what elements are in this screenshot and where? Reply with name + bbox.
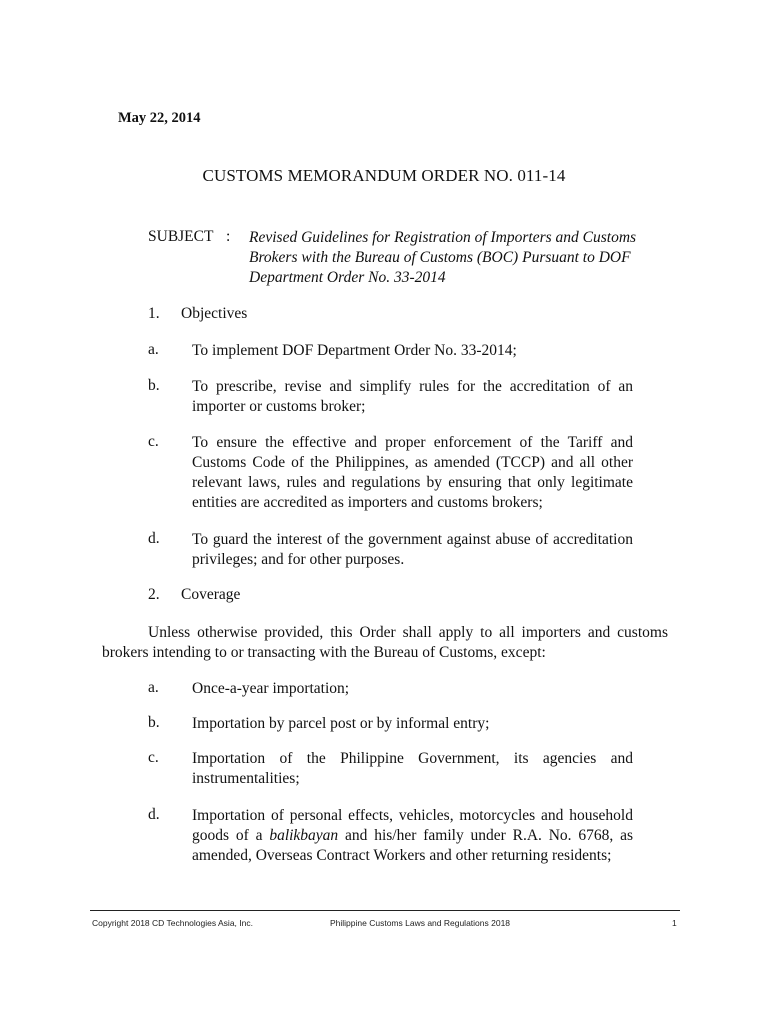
exception-letter: b.: [148, 714, 160, 731]
page-number: 1: [672, 918, 677, 928]
objective-text: To prescribe, revise and simplify rules for the accreditation of an importer or customs broker;: [192, 378, 633, 415]
objective-text: To guard the interest of the government against abuse of accreditation privileges; and for other purposes.: [192, 531, 633, 568]
objective-letter: a.: [148, 341, 159, 358]
exception-text-start: Importation of personal effects, vehicles, motorcycles and household goods of a: [192, 807, 633, 844]
subject-text: Revised Guidelines for Registration of Importers and Customs Brokers with the Bureau of Customs (BOC) Pursuant to DOF Department Order No. 33-2014: [249, 229, 637, 286]
section-number-objectives: 1.: [148, 305, 160, 322]
subject-label: SUBJECT: [148, 228, 214, 245]
exception-text: Once-a-year importation;: [192, 680, 350, 697]
exception-text: [192, 806, 633, 866]
subject-colon: :: [226, 228, 231, 245]
exception-letter: d.: [148, 806, 160, 823]
objective-letter: d.: [148, 530, 160, 547]
section-title-coverage: Coverage: [181, 586, 241, 603]
coverage-paragraph: Unless otherwise provided, this Order shall apply to all importers and customs brokers intending to or transacting with the Bureau of Customs, except:: [102, 624, 668, 661]
objective-letter: c.: [148, 433, 159, 450]
objective-letter: b.: [148, 377, 160, 394]
section-number-coverage: 2.: [148, 586, 160, 603]
exception-letter: c.: [148, 749, 159, 766]
exception-text: Importation of the Philippine Government, its agencies and instrumentalities;: [192, 750, 633, 787]
section-title-objectives: Objectives: [181, 305, 248, 322]
exception-letter: a.: [148, 679, 159, 696]
exception-text: Importation by parcel post or by informal entry;: [192, 715, 490, 732]
objective-text: To ensure the effective and proper enforcement of the Tariff and Customs Code of the Philippines, as amended (TCCP) and all other relevant laws, rules and regulations by ensuring that only legitimate entities are accredited as importers and customs brokers;: [192, 434, 633, 511]
memo-title: CUSTOMS MEMORANDUM ORDER NO. 011-14: [202, 166, 566, 185]
exception-text-end: and his/her family under R.A. No. 6768, as amended, Overseas Contract Workers and other returning residents;: [192, 827, 633, 864]
footer-publication: Philippine Customs Laws and Regulations 2018: [330, 918, 511, 928]
memo-date: May 22, 2014: [118, 110, 201, 126]
balikbayan-term: balikbayan: [269, 827, 339, 844]
footer-copyright: Copyright 2018 CD Technologies Asia, Inc.: [92, 918, 253, 928]
footer-divider: [90, 910, 680, 911]
objective-text: To implement DOF Department Order No. 33-2014;: [192, 342, 517, 359]
